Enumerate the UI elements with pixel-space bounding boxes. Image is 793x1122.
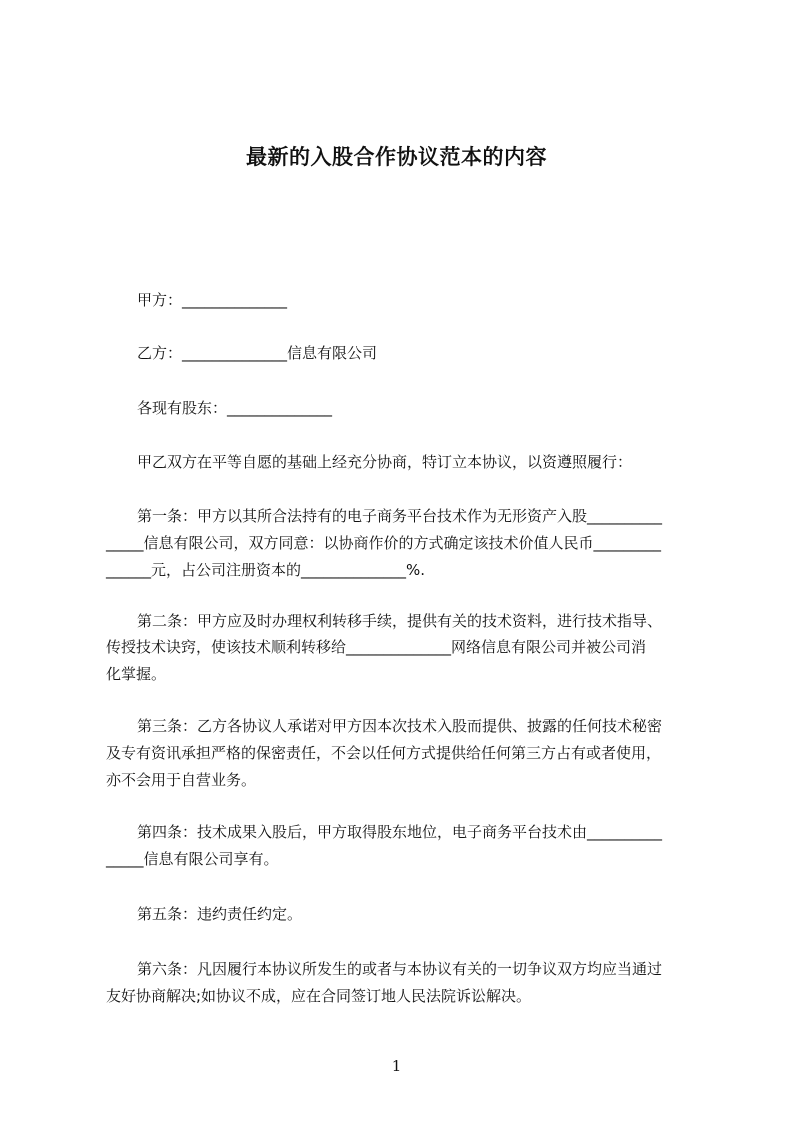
party-b-line: 乙方：______________信息有限公司 — [137, 344, 378, 362]
page-number: 1 — [391, 1057, 402, 1075]
intro-paragraph: 甲乙双方在平等自愿的基础上经充分协商，特订立本协议，以资遵照履行： — [137, 453, 633, 471]
article-3-line-2: 及专有资讯承担严格的保密责任，不会以任何方式提供给任何第三方占有或者使用， — [106, 744, 662, 762]
party-a-line: 甲方：______________ — [137, 291, 288, 309]
article-5-line-1: 第五条：违约责任约定。 — [137, 905, 303, 923]
shareholders-line: 各现有股东：______________ — [137, 399, 333, 417]
article-3-line-1: 第三条：乙方各协议人承诺对甲方因本次技术入股而提供、披露的任何技术秘密 — [137, 717, 663, 735]
article-1-line-1: 第一条：甲方以其所合法持有的电子商务平台技术作为无形资产入股__________ — [137, 507, 663, 525]
article-2-line-2: 传授技术诀窍，使该技术顺利转移给______________网络信息有限公司并被公司消 — [106, 638, 647, 656]
page-title: 最新的入股合作协议范本的内容 — [246, 145, 547, 169]
article-4-line-1: 第四条：技术成果入股后，甲方取得股东地位，电子商务平台技术由__________ — [137, 823, 663, 841]
article-6-line-1: 第六条：凡因履行本协议所发生的或者与本协议有关的一切争议双方均应当通过 — [137, 960, 663, 978]
article-4-line-2: _____信息有限公司享有。 — [106, 850, 279, 868]
article-1-line-2: _____信息有限公司，双方同意：以协商作价的方式确定该技术价值人民币_________ — [106, 534, 662, 552]
article-3-line-3: 亦不会用于自营业务。 — [106, 771, 257, 789]
article-1-line-3: ______元，占公司注册资本的______________%. — [106, 561, 426, 579]
article-2-line-3: 化掌握。 — [106, 665, 167, 683]
article-2-line-1: 第二条：甲方应及时办理权利转移手续，提供有关的技术资料，进行技术指导、 — [137, 612, 663, 630]
article-6-line-2: 友好协商解决;如协议不成，应在合同签订地人民法院诉讼解决。 — [106, 987, 532, 1005]
